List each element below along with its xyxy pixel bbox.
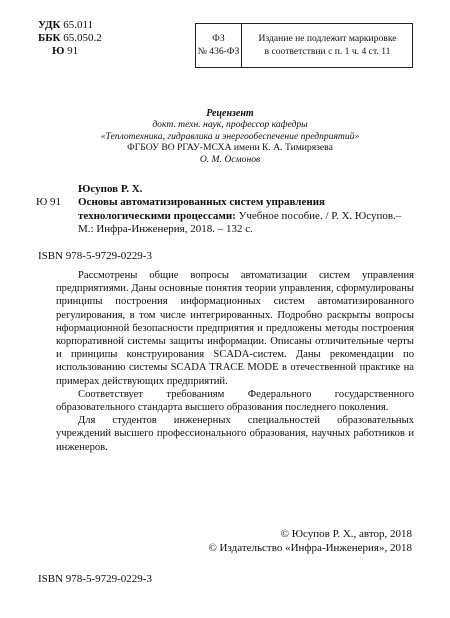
marking-law-line2: № 436-ФЗ [197,46,240,57]
copyright-block [208,528,412,555]
author-index-value: 91 [67,45,79,57]
marking-note-cell [243,24,412,67]
book-author: Юсупов Р. Х. [78,183,143,195]
author-index-line [38,45,102,58]
marking-note-line1: Издание не подлежит маркировке [258,33,397,44]
reviewer-degree: докт. техн. наук, профессор кафедры [152,119,308,131]
annotation-paragraph: Рассмотрены общие вопросы автоматизации систем управления предприятиями. Даны основные понятия теории управления, сформулированы принципы построения информационных систем автоматизированного регулирования, в том числе интегрированных. Подробно раскрыты вопросы нформационной безопасности предприятия и предложены методы построения корпоративной системы защиты информации. Описаны отличительные черты и принципы конструирования SCADA-систем. Даны рекомендации по использованию системы SCADA TRACE MODE в отечественной практике на примерах действующих предприятий. [56,270,414,387]
reviewer-block [60,108,400,165]
marking-law-cell [196,24,242,67]
annotation-paragraph: Соответствует требованиям Федерального государственного образовательного стандарта высшего образования последнего поколения. [56,388,414,414]
book-title: Основы автоматизированных систем управления технологическими процессами: [78,196,325,222]
udk-label: УДК [38,19,61,31]
reviewer-title: Рецензент [206,108,254,119]
age-marking-box [195,23,413,68]
isbn-top: ISBN 978-5-9729-0229-3 [38,250,152,262]
reviewer-university: ФГБОУ ВО РГАУ-МСХА имени К. А. Тимирязева [127,142,333,154]
annotation [56,269,414,454]
bbk-line [38,32,102,45]
bbk-label: ББК [38,32,61,44]
annotation-paragraph: Для студентов инженерных специальностей образовательных учреждений высшего профессионального образования, научных работников и инженеров. [56,415,414,453]
udk-value: 65.011 [63,19,94,31]
bibliography-index: Ю 91 [36,196,62,208]
marking-law-line1: ФЗ [212,33,225,44]
reviewer-department: «Теплотехника, гидравлика и энергообеспечение предприятий» [100,130,360,142]
bbk-value: 65.050.2 [63,32,102,44]
author-index-label: Ю [52,45,65,57]
bibliographic-record [78,183,414,237]
udk-line [38,19,102,32]
reviewer-name: О. М. Осмонов [199,153,261,165]
marking-note-line2: в соответствии с п. 1 ч. 4 ст. 11 [264,46,391,57]
book-description [78,196,414,236]
book-publication-info: Учебное пособие. / Р. Х. Юсупов.– М.: Инфра-Инженерия, 2018. – 132 с. [78,209,402,236]
copyright-author: © Юсупов Р. Х., автор, 2018 [280,528,412,540]
classification-codes [38,19,102,58]
copyright-publisher: © Издательство «Инфра-Инженерия», 2018 [208,541,412,554]
isbn-bottom: ISBN 978-5-9729-0229-3 [38,573,152,585]
